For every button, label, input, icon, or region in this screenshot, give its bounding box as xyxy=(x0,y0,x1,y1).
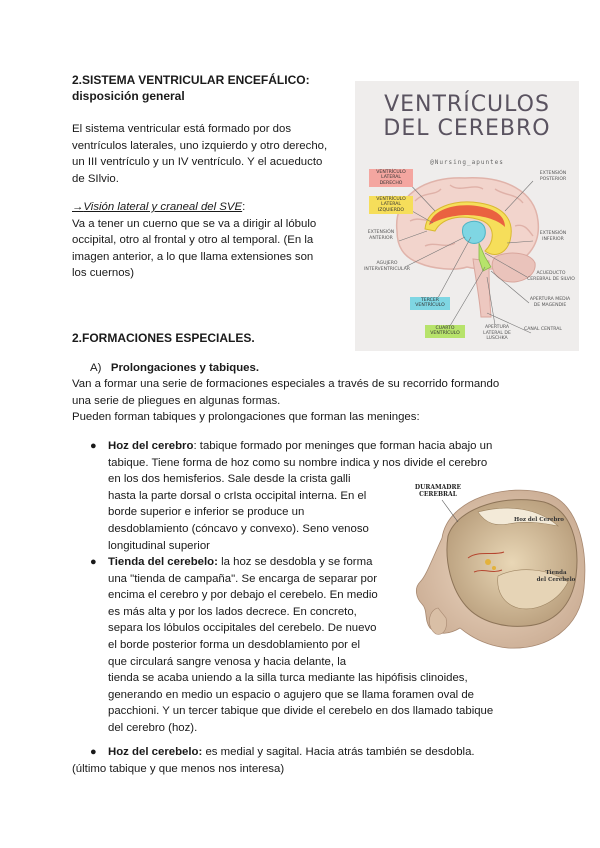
section1-paragraph xyxy=(72,121,352,187)
section1-sub-line: Va a tener un cuerno que se va a dirigir al lóbulo xyxy=(72,217,317,230)
tienda-line: el borde posterior forma un desdoblamiento por el xyxy=(108,638,361,651)
tienda-line: Tienda del cerebelo: la hoz se desdobla y se forma xyxy=(108,556,373,568)
label-apertura-lateral: APERTURA LATERAL DE LUSCHKA xyxy=(483,325,511,342)
hoz-cerebro-line: hasta la parte dorsal o crIsta occipital interna. En el xyxy=(108,489,367,502)
tienda-line: del cerebro (hoz). xyxy=(108,721,198,734)
label-ext-anterior: EXTENSIÓN ANTERIOR xyxy=(367,230,395,241)
label-acueducto: ACUEDUCTO CEREBRAL DE SILVIO xyxy=(527,271,575,282)
tienda-term: Tienda del cerebelo: xyxy=(108,556,218,568)
intro-line: una serie de pliegues en algunas formas. xyxy=(72,394,281,407)
section1-subsection xyxy=(72,199,357,282)
intro-line: Pueden forman tabiques y prolongaciones que forman las meninges: xyxy=(72,411,420,424)
tienda-line: es más alta y por los lados decrece. En concreto, xyxy=(108,605,357,618)
sub-marker: A) xyxy=(90,362,102,374)
figure1-title-line1: VENTRÍCULOS xyxy=(384,92,550,117)
hoz-cerebro-line: borde superior e inferior se produce un xyxy=(108,506,305,519)
hoz-cerebro-line: desdoblamiento (cóncavo y convexo). Seno venoso xyxy=(108,522,369,535)
hoz-cerebelo-term: Hoz del cerebelo: xyxy=(108,746,203,758)
list-item-hoz-cerebelo xyxy=(108,744,588,761)
label-canal: CANAL CENTRAL xyxy=(523,327,562,332)
section1-para-line: un III ventrículo y un IV ventrículo. Y el acueducto xyxy=(72,156,323,169)
brain-illustration xyxy=(355,81,579,351)
bullet-icon: ● xyxy=(90,556,97,568)
label-ext-posterior: EXTENSIÓN POSTERIOR xyxy=(539,171,567,182)
section1-para-line: El sistema ventricular está formado por dos xyxy=(72,123,292,135)
label-tienda: Tienda del Cerebelo xyxy=(536,570,576,583)
figure1-handle: @Nursing_apuntes xyxy=(430,159,504,166)
hoz-cerebro-line: en los dos hemisferios. Sale desde la crista galli xyxy=(108,473,351,486)
intro-line: Van a formar una serie de formaciones especiales a través de su recorrido formando xyxy=(72,378,500,390)
section1-para-line: ventrículos laterales, uno izquierdo y otro derecho, xyxy=(72,139,328,152)
subheading-colon: : xyxy=(242,201,246,213)
bullet-icon: ● xyxy=(90,440,97,452)
label-apertura-media: APERTURA MEDIA DE MAGENDIE xyxy=(529,297,571,308)
hoz-cerebro-line: tabique. Tiene forma de hoz como su nombre indica y nos divide el cerebro xyxy=(108,456,488,469)
head-illustration xyxy=(408,478,586,654)
tienda-line: una "tienda de campaña". Se encarga de separar por xyxy=(108,572,377,585)
label-lateral-derecho: VENTRÍCULO LATERAL DERECHO xyxy=(369,169,413,187)
section1-sub-line: imagen anterior, a lo que llama extensiones son xyxy=(72,250,314,263)
section2-subheading xyxy=(90,360,259,377)
section2-heading: 2.FORMACIONES ESPECIALES. xyxy=(72,331,255,345)
hoz-cerebro-line: Hoz del cerebro: tabique formado por meninges que forman hacia abajo un xyxy=(108,440,493,452)
duramadre-figure xyxy=(408,478,586,654)
hoz-cerebro-term: Hoz del cerebro xyxy=(108,440,194,452)
label-cuarto: CUARTO VENTRÍCULO xyxy=(425,325,465,338)
tienda-line: generando en medio un espacio o agujero que se llama foramen oval de xyxy=(108,688,475,701)
label-ext-inferior: EXTENSIÓN INFERIOR xyxy=(539,231,567,242)
sub-title: Prolongaciones y tabiques. xyxy=(110,362,260,374)
section2-intro xyxy=(72,376,592,426)
section1-para-line: de SIlvio. xyxy=(72,172,119,185)
section1-sub-line: occipital, otro al frontal y otro al temporal. (En la xyxy=(72,234,314,247)
bullet-icon: ● xyxy=(90,746,97,758)
section1-heading-line1: 2.SISTEMA VENTRICULAR ENCEFÁLICO: xyxy=(72,73,310,87)
tienda-line: pacchioni. Y un tercer tabique que divide el cerebelo en dos llamado tabique xyxy=(108,705,494,718)
label-agujero: AGUJERO INTERVENTRICULAR xyxy=(364,261,410,272)
section1-sub-line: los cuernos) xyxy=(72,267,135,280)
subheading-text: Visión lateral y craneal del SVE xyxy=(83,201,243,213)
tienda-line: que circulará sangre venosa y hacia delante, la xyxy=(108,655,347,668)
hoz-cerebelo-line2: (último tabique y que menos nos interesa) xyxy=(72,763,285,775)
hoz-cerebelo-text: es medial y sagital. Hacia atrás también se desdobla. xyxy=(202,746,475,758)
third-ventricle xyxy=(462,221,485,243)
arrow-icon: → xyxy=(72,201,84,213)
ventricles-figure xyxy=(355,81,579,351)
hoz-cerebro-line: longitudinal superior xyxy=(108,539,210,552)
label-tercer: TERCER VENTRÍCULO xyxy=(410,297,450,310)
label-lateral-izquierdo: VENTRÍCULO LATERAL IZQUIERDO xyxy=(369,196,413,214)
tienda-line: separa los lóbulos occipitales del cerebelo. De nuevo xyxy=(108,622,377,635)
section1-heading xyxy=(72,72,310,104)
tienda-line: tienda se acaba uniendo a la silla turca mediante las hipófisis clinoides, xyxy=(108,672,468,685)
section1-subheading xyxy=(72,199,357,216)
label-hoz: Hoz del Cerebro xyxy=(514,517,564,523)
tienda-line: encima el cerebro y por debajo el cerebelo. En medio xyxy=(108,589,378,602)
section1-heading-line2: disposición general xyxy=(72,89,185,103)
label-duramadre: DURAMADRE CEREBRAL xyxy=(414,484,462,498)
figure1-title-line2: DEL CEREBRO xyxy=(383,116,551,141)
